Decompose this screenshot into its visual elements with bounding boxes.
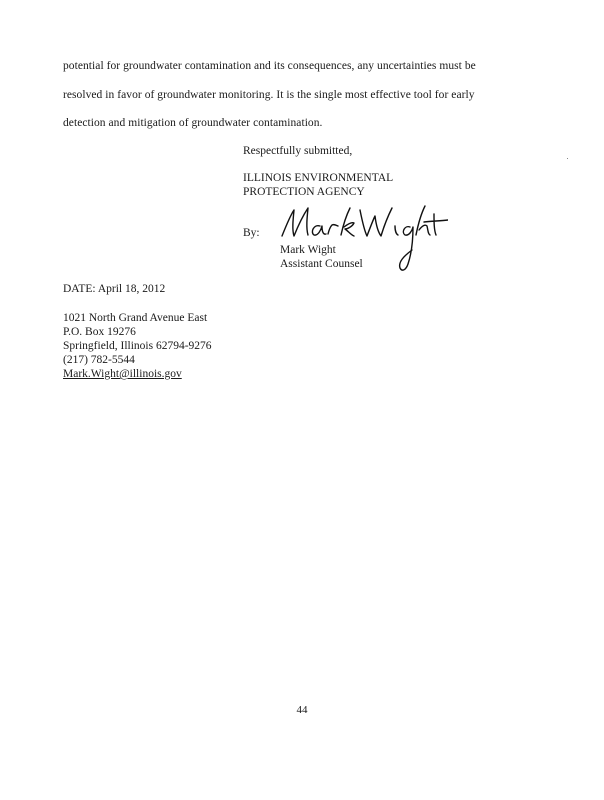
signer-title: Assistant Counsel bbox=[280, 258, 363, 270]
body-text-line-1: potential for groundwater contamination and its consequences, any uncertainties must be bbox=[63, 60, 476, 72]
by-label: By: bbox=[243, 227, 260, 239]
page-number: 44 bbox=[296, 704, 308, 716]
address-phone: (217) 782-5544 bbox=[63, 354, 135, 366]
signer-name: Mark Wight bbox=[280, 244, 336, 256]
address-block bbox=[63, 311, 212, 381]
address-city: Springfield, Illinois 62794-9276 bbox=[63, 340, 212, 352]
agency-name-line-1: ILLINOIS ENVIRONMENTAL bbox=[243, 172, 394, 184]
document-date: DATE: April 18, 2012 bbox=[63, 283, 166, 295]
address-street: 1021 North Grand Avenue East bbox=[63, 312, 208, 324]
closing-salutation: Respectfully submitted, bbox=[243, 145, 353, 157]
body-text-line-2: resolved in favor of groundwater monitoring. It is the single most effective tool for early bbox=[63, 89, 475, 101]
body-text-line-3: detection and mitigation of groundwater contamination. bbox=[63, 117, 323, 129]
scan-speck bbox=[567, 158, 568, 159]
agency-block bbox=[243, 171, 393, 199]
agency-name-line-2: PROTECTION AGENCY bbox=[243, 186, 365, 198]
address-email-link[interactable]: Mark.Wight@illinois.gov bbox=[63, 368, 182, 380]
signer-block bbox=[280, 243, 363, 271]
address-po-box: P.O. Box 19276 bbox=[63, 326, 136, 338]
